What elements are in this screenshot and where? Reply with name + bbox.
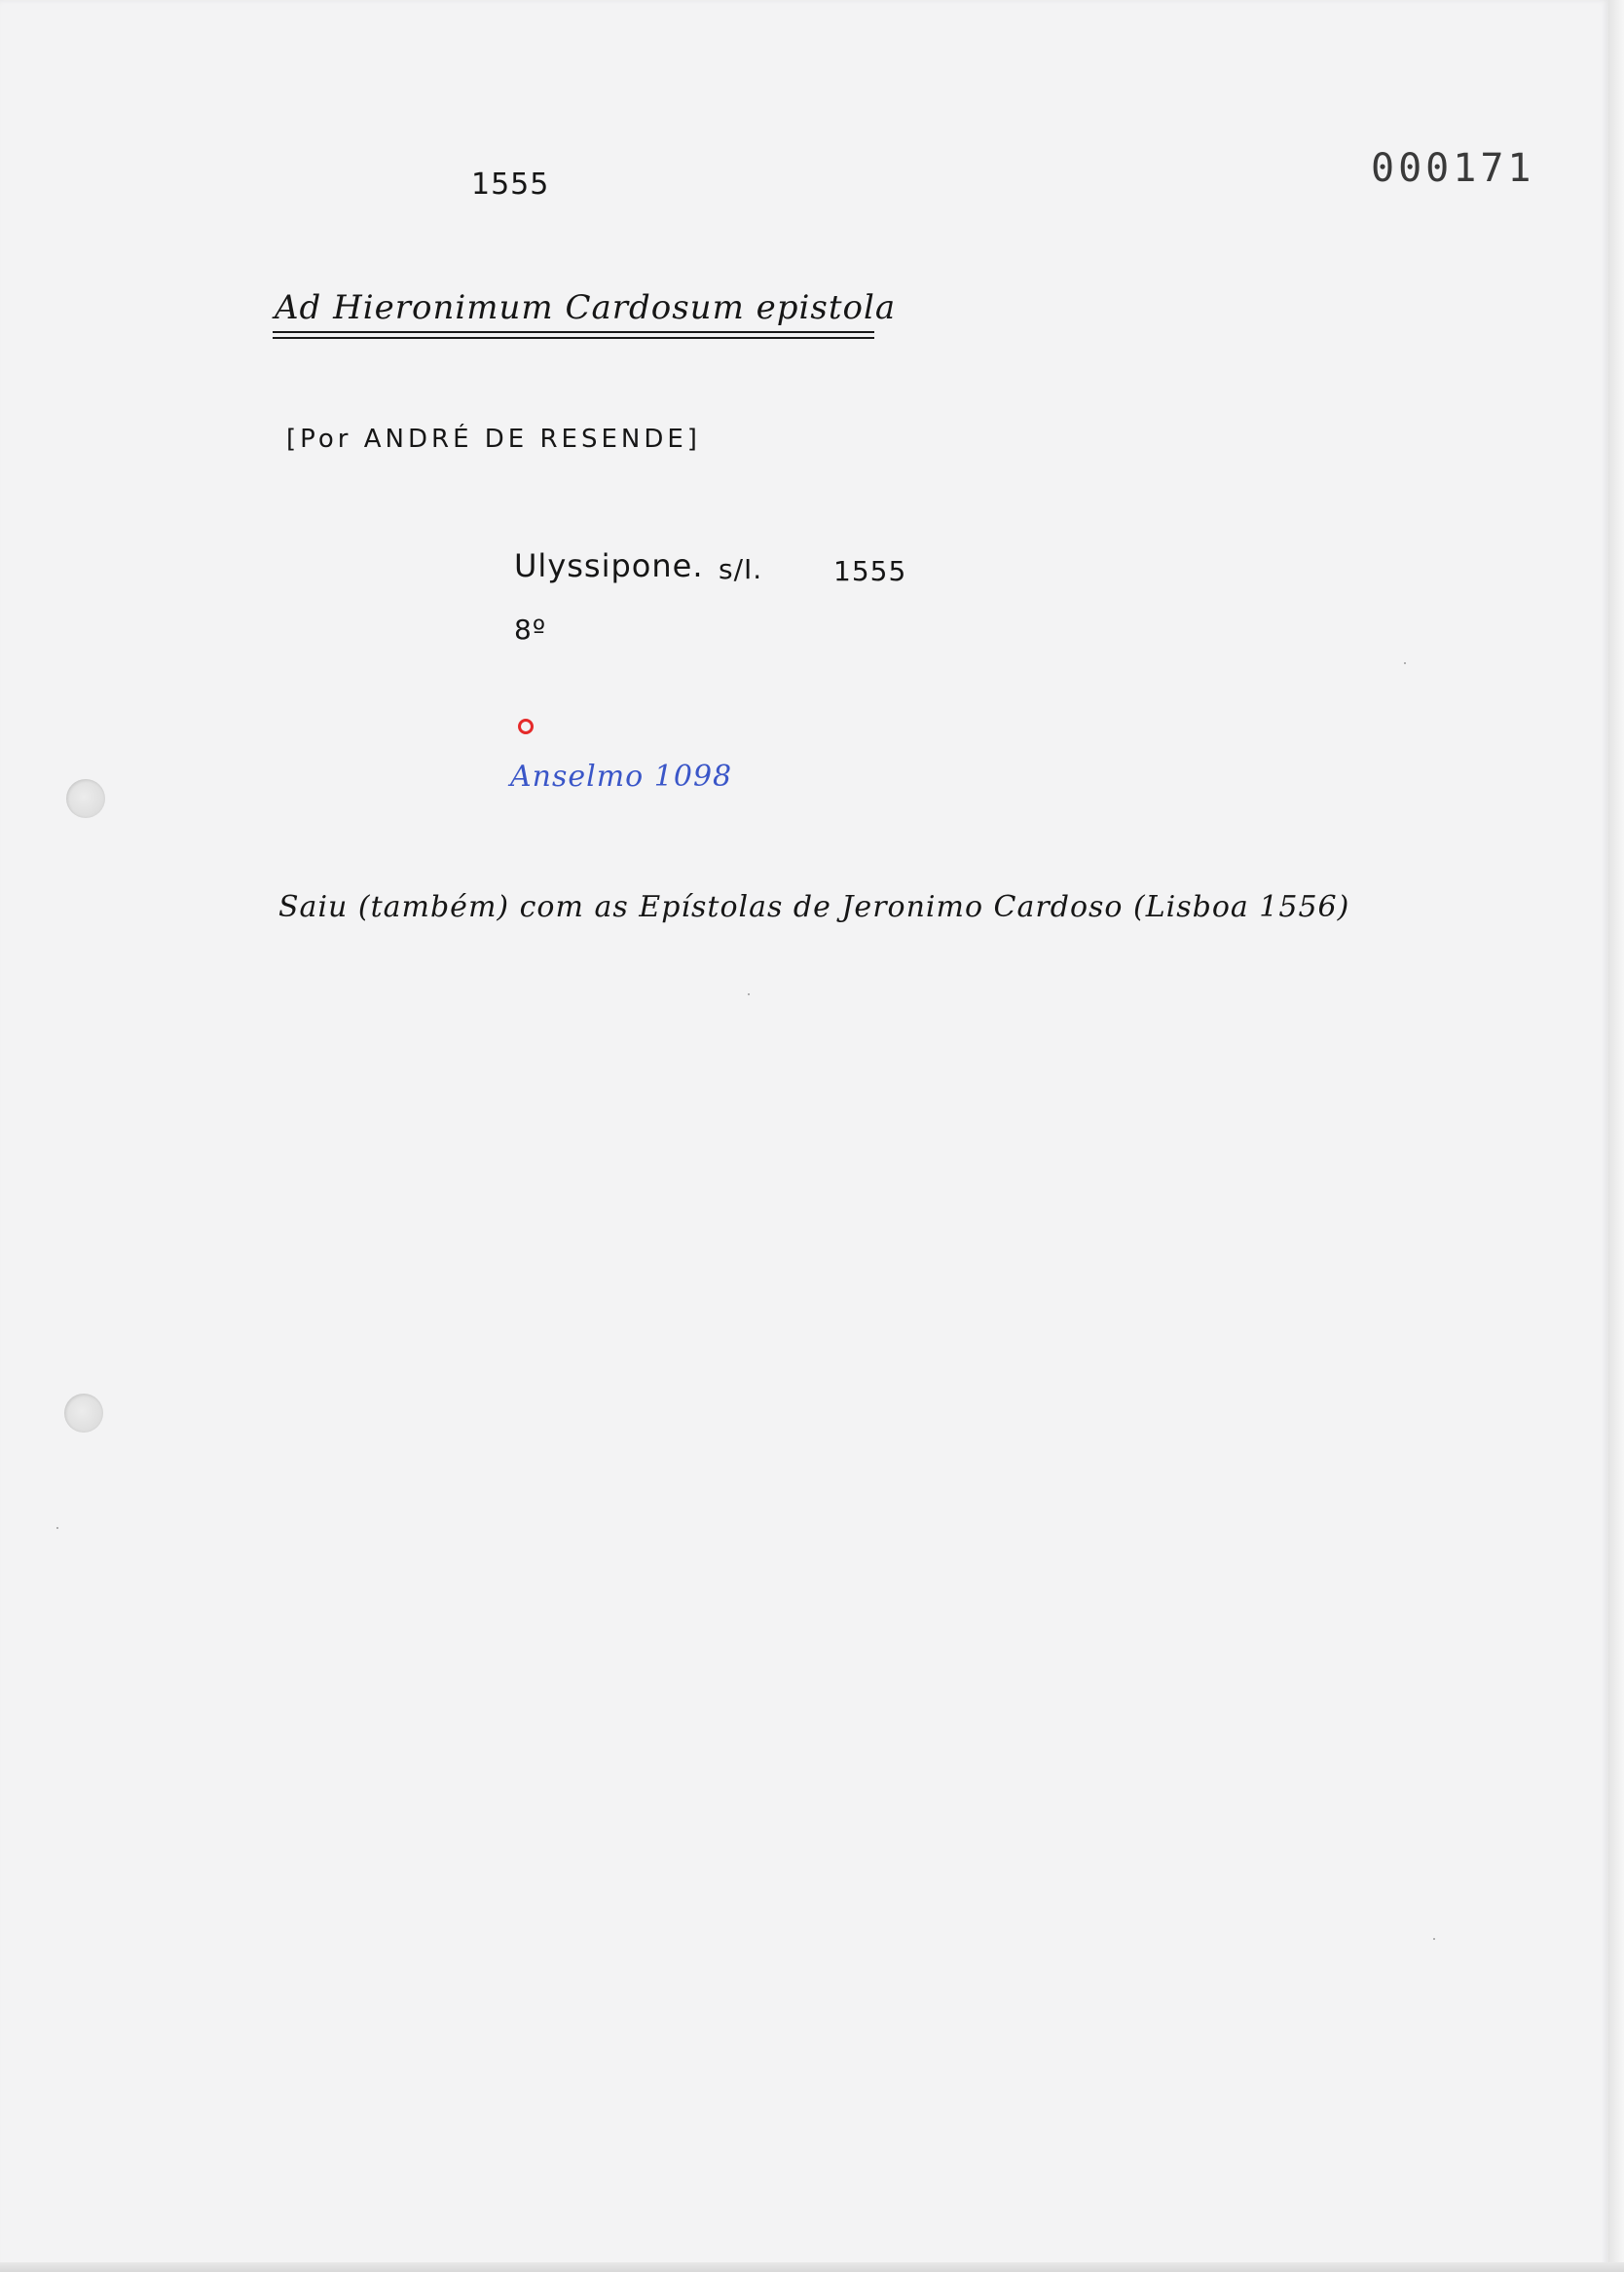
imprint-year: 1555 bbox=[833, 555, 907, 587]
catalog-number-stamp: 000171 bbox=[1371, 146, 1535, 191]
author-note: [Por ANDRÉ DE RESENDE] bbox=[286, 425, 701, 454]
punch-hole-upper bbox=[66, 779, 105, 818]
imprint-place: Ulyssipone. bbox=[514, 547, 704, 584]
paper-speck bbox=[1404, 662, 1406, 664]
red-circle-mark bbox=[518, 719, 534, 734]
title-underline-lower bbox=[273, 337, 874, 339]
record-year: 1555 bbox=[471, 168, 550, 202]
format-size: 8º bbox=[514, 614, 547, 646]
edition-note: Saiu (também) com as Epístolas de Jeronimo Cardoso (Lisboa 1556) bbox=[278, 890, 1350, 924]
paper-edge-shadow bbox=[1608, 0, 1624, 2272]
punch-hole-lower bbox=[64, 1394, 103, 1433]
imprint-printer: s/I. bbox=[719, 553, 763, 585]
title-underline-upper bbox=[273, 331, 874, 333]
record-title: Ad Hieronimum Cardosum epistola bbox=[275, 288, 897, 327]
paper-speck bbox=[56, 1527, 58, 1529]
bibliographic-reference: Anselmo 1098 bbox=[510, 760, 733, 794]
paper-speck bbox=[748, 993, 750, 995]
paper-speck bbox=[1433, 1938, 1435, 1940]
scanner-bottom-edge bbox=[0, 2262, 1624, 2272]
